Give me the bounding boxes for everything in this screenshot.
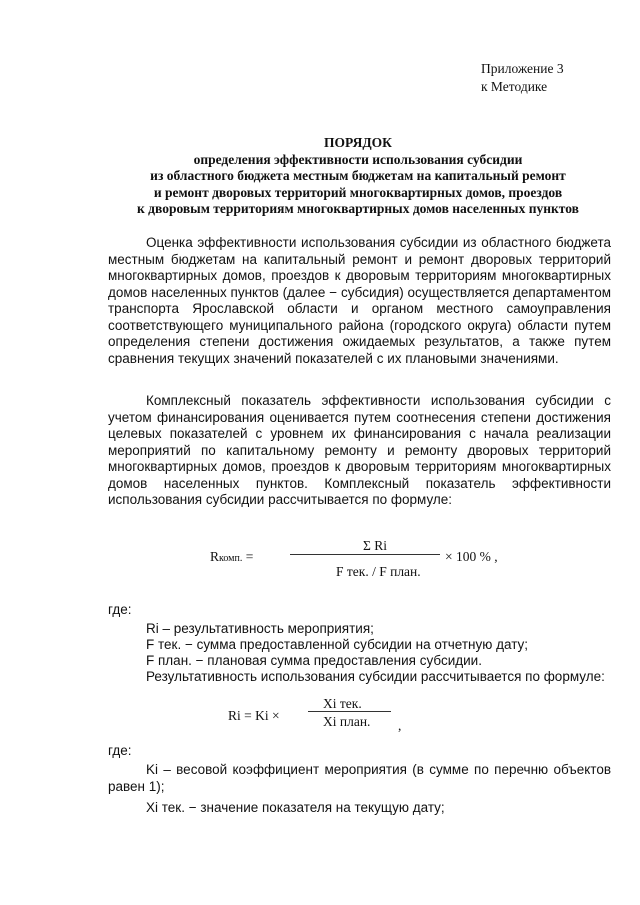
title-line: из областного бюджета местным бюджетам на капитальный ремонт — [150, 168, 566, 183]
document-title — [100, 135, 616, 218]
definition-f-current: F тек. − сумма предоставленной субсидии на отчетную дату; — [146, 637, 529, 652]
formula-lhs-subscript: комп. — [219, 553, 243, 564]
title-line: к дворовым территориям многоквартирных домов населенных пунктов — [137, 201, 579, 216]
formula-complex-denominator: F тек. / F план. — [336, 564, 421, 579]
appendix-number: Приложение 3 — [481, 61, 564, 76]
title-heading: ПОРЯДОК — [324, 135, 392, 150]
formula-effectiveness-comma: , — [398, 718, 402, 733]
formula-complex-numerator: Σ Ri — [363, 538, 387, 553]
formula-complex — [200, 538, 560, 588]
title-line: определения эффективности использования субсидии — [193, 151, 523, 167]
where-label: где: — [108, 602, 132, 617]
definition-xi-current: Xi тек. − значение показателя на текущую дату; — [146, 800, 445, 815]
where-label: где: — [108, 743, 132, 758]
formula-complex-multiplier: × 100 % , — [445, 549, 498, 564]
appendix-methodology: к Методике — [481, 79, 548, 94]
formula-lhs-equals: = — [242, 549, 254, 564]
paragraph-complex-indicator: Комплексный показатель эффективности использования субсидии с учетом финансирования оценивается путем соотнесения степени достижения целевых показателей с уровнем их финансирования с начала реализации мероприятий по капитальному ремонту и ремонту дворовых территорий многоквартирных домов, проездов к дворовым территориям многоквартирных домов населенных пунктов. Комплексный показатель эффективности использования субсидии рассчитывается по формуле: — [108, 393, 611, 507]
title-line: и ремонт дворовых территорий многоквартирных домов, проездов — [153, 184, 563, 200]
formula-effectiveness-numerator: Xi тек. — [323, 696, 362, 711]
definition-f-plan: F план. − плановая сумма предоставления субсидии. — [146, 653, 482, 668]
formula-effectiveness-lhs: Ri = Ki × — [228, 708, 280, 723]
definition-ki: Ki – весовой коэффициент мероприятия (в сумме по перечню объектов равен 1); — [108, 762, 611, 794]
paragraph-evaluation: Оценка эффективности использования субсидии из областного бюджета местным бюджетам на капитальный ремонт и ремонт дворовых территорий многоквартирных домов, проездов к дворовым территориям многоквартирных домов населенных пунктов (далее − субсидия) осуществляется департаментом транспорта Ярославской области и органом местного самоуправления соответствующего муниципального района (городского округа) области путем определения степени достижения ожидаемых результатов, а также путем сравнения текущих значений показателей с их плановыми значениями. — [108, 235, 611, 366]
effectiveness-formula-intro: Результативность использования субсидии рассчитывается по формуле: — [146, 669, 605, 684]
definition-ri: Ri – результативность мероприятия; — [146, 621, 374, 636]
fraction-bar — [290, 554, 440, 555]
appendix-reference — [481, 60, 564, 96]
formula-effectiveness — [228, 696, 428, 736]
formula-lhs-main: R — [210, 549, 220, 564]
formula-effectiveness-denominator: Xi план. — [323, 714, 371, 729]
formula-complex-lhs — [210, 549, 253, 565]
fraction-bar — [308, 711, 391, 712]
